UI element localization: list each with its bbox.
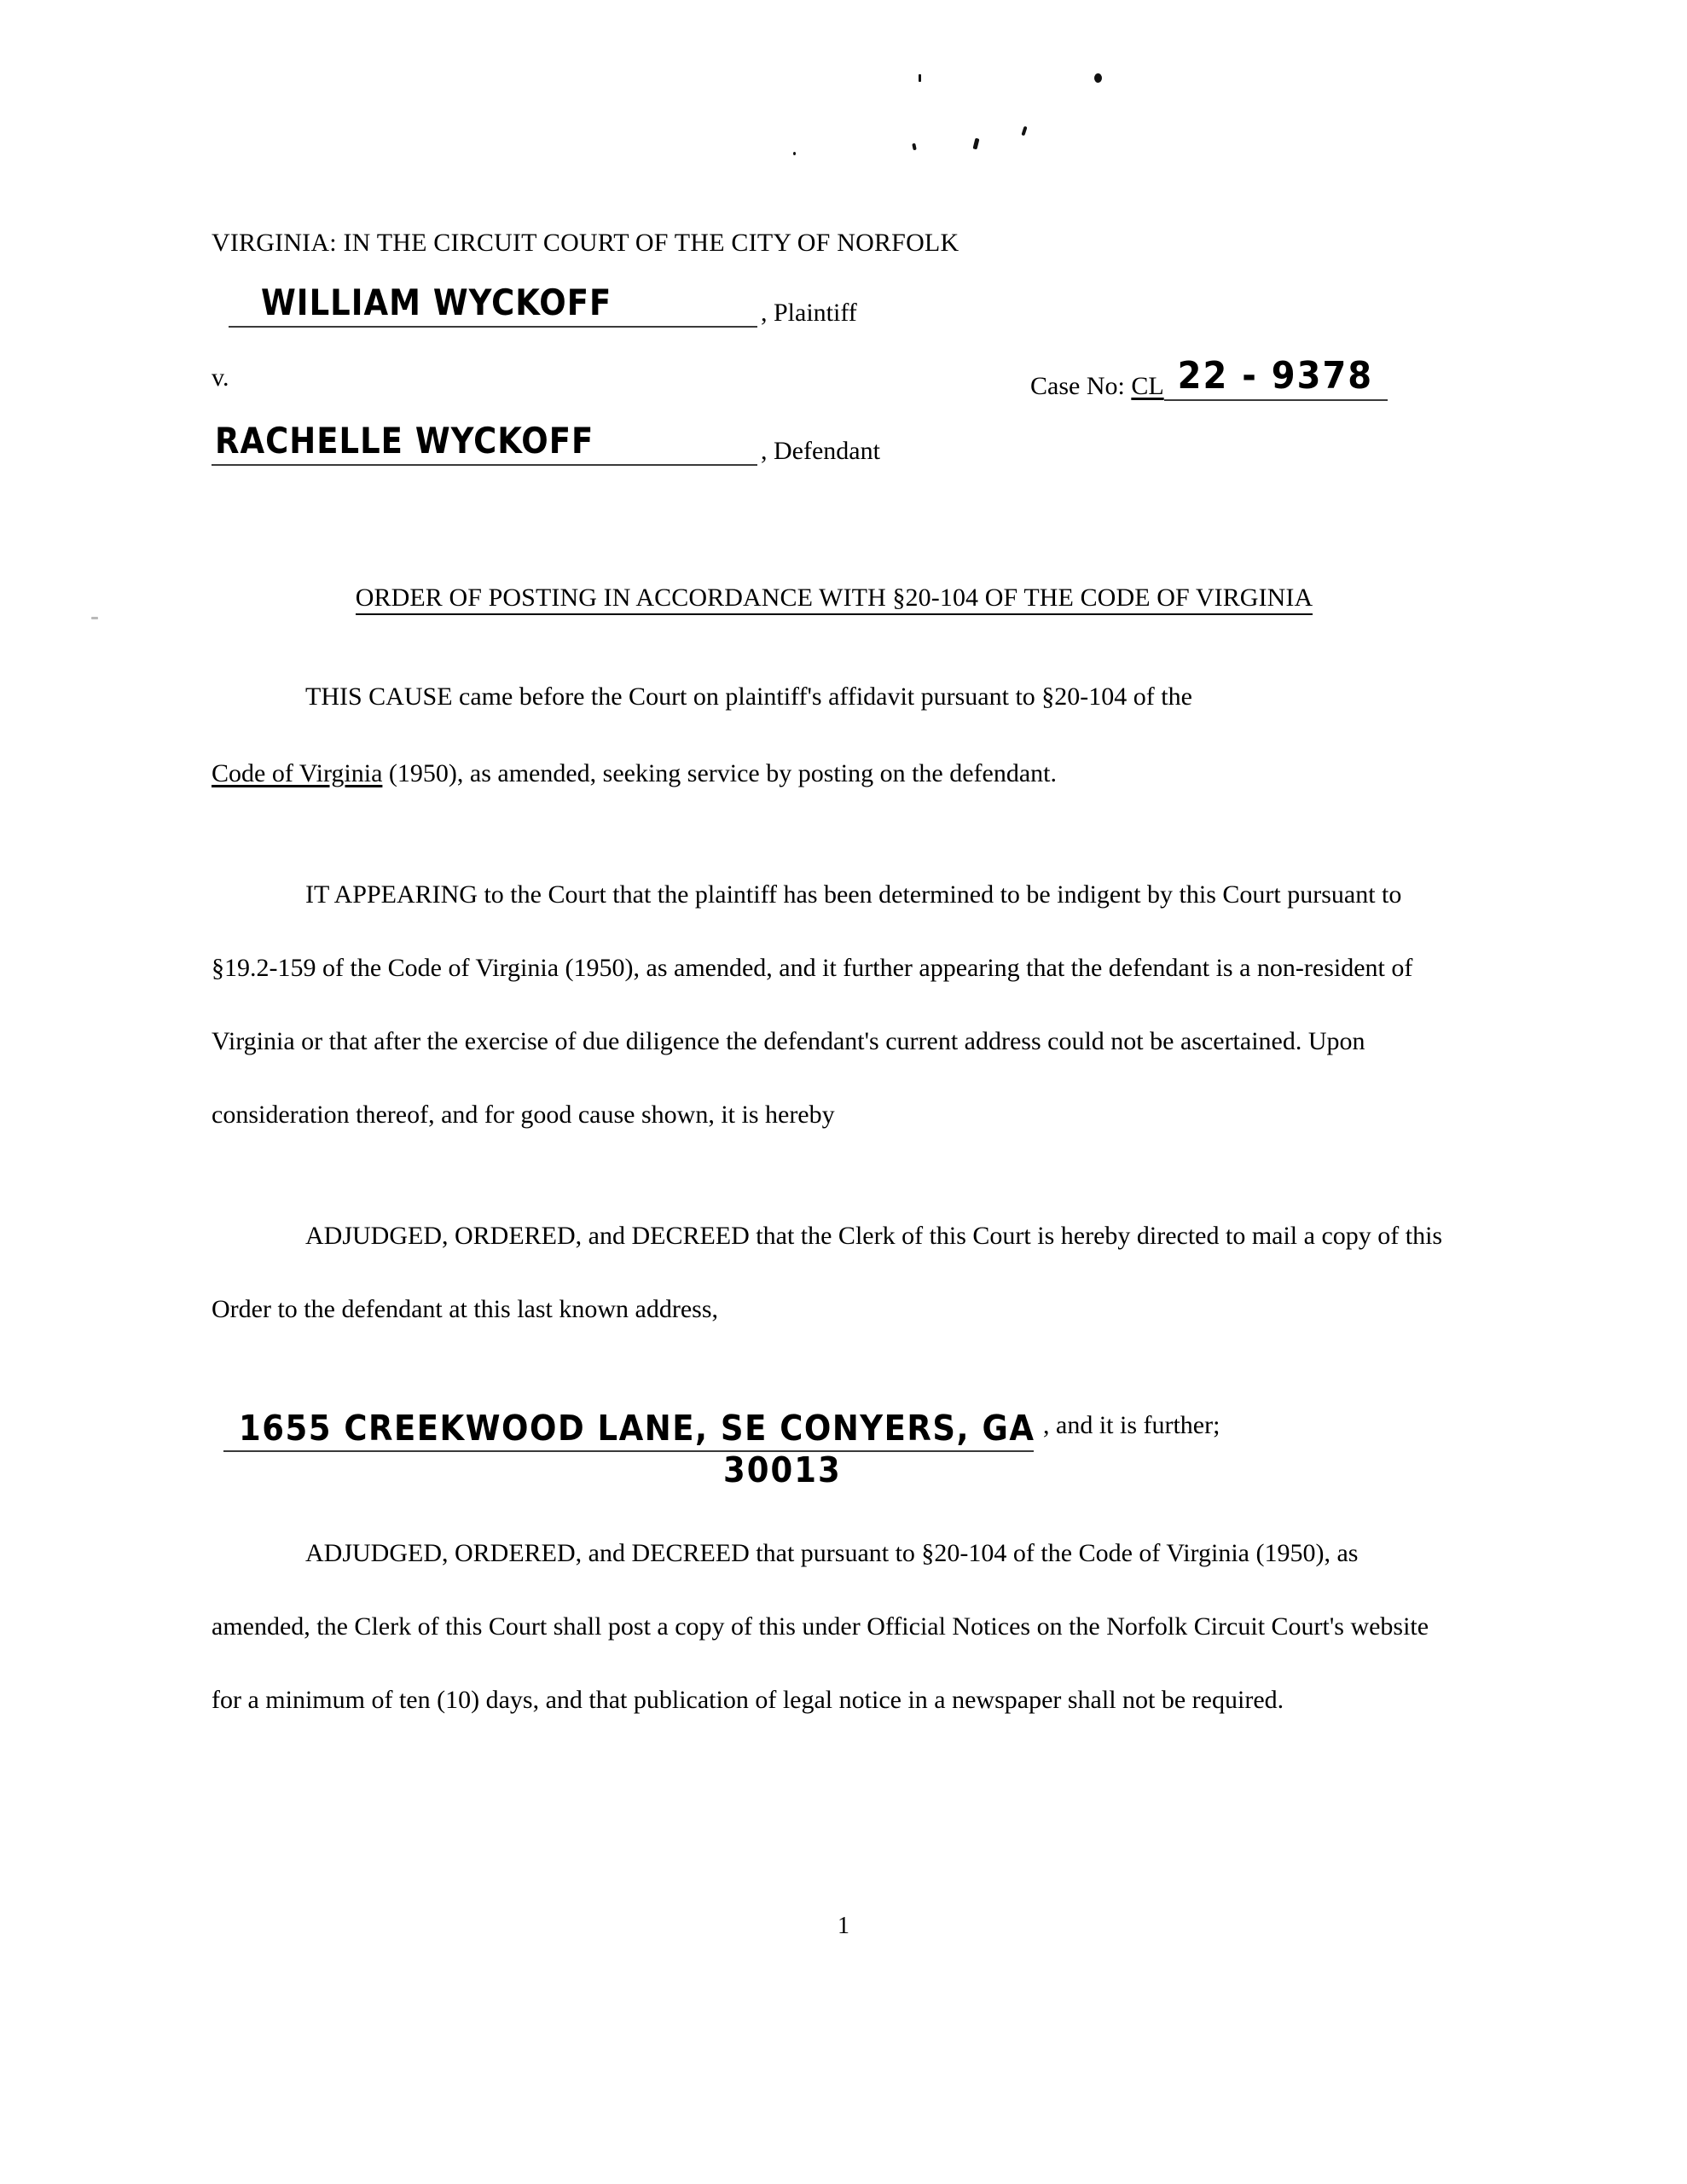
case-number-handwriting: 22 - 9378 [1177,354,1374,398]
case-number-prefix: CL [1131,372,1164,400]
defendant-name-handwriting: RACHELLE WYCKOFF [215,420,594,462]
address-tail-label: , and it is further; [1043,1411,1220,1439]
paragraph-this-cause [212,660,1457,734]
defendant-role-label: , Defendant [761,437,880,465]
versus-label: v. [212,363,229,392]
plaintiff-name-handwriting: WILLIAM WYCKOFF [261,282,612,323]
page-title [212,584,1457,613]
paragraph-it-appearing-text: IT APPEARING to the Court that the plaintiff has been determined to be indigent by this Court pursuant to §19.2-159 of the Code of Virginia (1950), as amended, and it further appearing that the defendant is a non-resident of Virginia or that after the exercise of due diligence the defendant's current address could not be ascertained. Upon consideration thereof, and for good cause shown, it is hereby [212,880,1413,1129]
paragraph-it-appearing [212,858,1457,1152]
scan-speckle-icon [919,74,921,82]
paragraph-this-cause-line1: THIS CAUSE came before the Court on plaintiff's affidavit pursuant to §20-104 of the [305,682,1192,711]
scan-speckle-icon [1021,126,1027,136]
address-zip-handwriting: 30013 [723,1449,842,1490]
case-number-group [1030,354,1388,401]
caption-row-defendant [212,420,1457,491]
paragraph-this-cause-cont [212,737,1457,810]
code-of-virginia-citation: Code of Virginia [212,759,383,787]
scan-speckle-icon [793,152,796,155]
paragraph-adjudged-mail-text: ADJUDGED, ORDERED, and DECREED that the Clerk of this Court is hereby directed to mail a copy of this Order to the defendant at this last known address, [212,1222,1443,1323]
paragraph-adjudged-posting [212,1517,1457,1737]
page-number: 1 [838,1913,849,1939]
paragraph-adjudged-mail [212,1199,1457,1346]
paragraph-this-cause-line2: (1950), as amended, seeking service by posting on the defendant. [382,759,1058,787]
scan-speckle-icon [973,138,980,150]
scan-speckle-icon [1094,73,1102,83]
last-known-address-block [212,1384,1457,1495]
address-field[interactable] [223,1406,1034,1452]
page-title-text: ORDER OF POSTING IN ACCORDANCE WITH §20-104 OF THE CODE OF VIRGINIA [356,584,1313,615]
caption-row-plaintiff [212,282,1457,353]
plaintiff-role-label: , Plaintiff [761,299,857,327]
scan-margin-mark-icon [91,617,98,619]
document-body [212,229,1457,1737]
defendant-name-field[interactable] [212,420,757,466]
caption-row-versus [212,353,1457,425]
plaintiff-name-field[interactable] [229,282,757,328]
court-heading: VIRGINIA: IN THE CIRCUIT COURT OF THE CITY OF NORFOLK [212,229,959,257]
case-number-label: Case No: [1030,372,1125,400]
case-number-field[interactable] [1164,354,1388,401]
paragraph-adjudged-posting-text: ADJUDGED, ORDERED, and DECREED that pursuant to §20-104 of the Code of Virginia (1950), as amended, the Clerk of this Court shall post a copy of this under Official Notices on the Norfolk Circuit Court's website for a minimum of ten (10) days, and that publication of legal notice in a newspaper shall not be required. [212,1539,1429,1714]
scan-speckle-icon [912,143,917,151]
address-handwriting: 1655 CREEKWOOD LANE, SE CONYERS, GA [239,1408,1035,1449]
